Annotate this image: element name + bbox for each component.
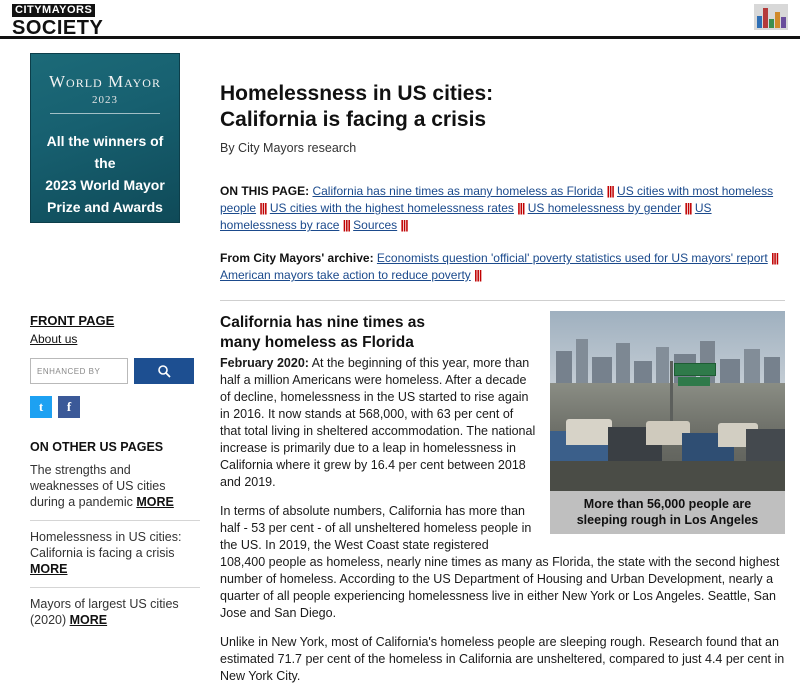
front-page-link[interactable]: FRONT PAGE	[30, 313, 115, 328]
toc-link-6[interactable]: Sources	[353, 218, 398, 232]
logo-bottom-text: SOCIETY	[12, 17, 104, 39]
caption-line-2: sleeping rough in Los Angeles	[576, 513, 759, 527]
toc-link-4[interactable]: US homelessness by gender	[527, 201, 682, 215]
more-link[interactable]: MORE	[69, 613, 108, 627]
logo-top-text: CITYMAYORS	[12, 4, 95, 17]
subhead-line-1: California has nine times as	[220, 314, 426, 331]
caption-line-1: More than 56,000 people are	[583, 497, 752, 511]
separator: |||	[606, 184, 614, 198]
divider	[220, 300, 785, 301]
site-logo[interactable]	[12, 2, 103, 38]
separator: |||	[400, 218, 408, 232]
list-item-text: Homelessness in US cities: California is facing a crisis	[30, 530, 182, 560]
archive-link-1[interactable]: Economists question 'official' poverty statistics used for US mayors' report	[376, 251, 768, 265]
date-lead: February 2020:	[220, 356, 309, 370]
toc-link-3[interactable]: US cities with the highest homelessness rates	[269, 201, 514, 215]
list-item-text: Mayors of largest US cities (2020)	[30, 597, 179, 627]
bar-chart-graphic	[754, 4, 788, 30]
section-heading	[220, 313, 480, 353]
promo-line-1: All the winners of the	[46, 133, 164, 171]
article-figure	[550, 311, 785, 534]
separator: |||	[342, 218, 350, 232]
homeless-encampment-photo	[550, 311, 785, 491]
main-article	[215, 39, 795, 697]
on-this-page-nav	[220, 183, 785, 234]
list-item[interactable]	[30, 520, 200, 577]
paragraph-2: In terms of absolute numbers, California has more than half - 53 per cent - of all unsheltered homeless people in the US. In 2019, the West Coast state registered 108,400 people as homeless, nearly nine times as many as Florida, the state with the second highest number of homeless. According to the US Department of Housing and Urban Development, nearly a quarter of all people experiencing homelessness live in either New York or Los Angeles. Seattle, San Jose and San Diego.	[220, 504, 780, 620]
facebook-icon[interactable]: f	[58, 396, 80, 418]
list-item-text: The strengths and weaknesses of US cities during a pandemic	[30, 463, 166, 509]
paragraph-3: Unlike in New York, most of California's homeless people are sleeping rough. Research found that an estimated 71.7 per cent of the homeless in California are unsheltered, compared to just 4.4 per cent in New York City.	[220, 635, 785, 683]
promo-line-3: Prize and Awards	[47, 199, 163, 215]
other-pages-heading: ON OTHER US PAGES	[30, 440, 164, 454]
more-link[interactable]: MORE	[30, 562, 68, 576]
headline-line-2: California is facing a crisis	[220, 108, 487, 131]
archive-label: From City Mayors' archive:	[220, 251, 374, 265]
promo-divider	[50, 113, 160, 114]
search-icon	[157, 364, 171, 378]
list-item[interactable]	[30, 587, 200, 628]
promo-line-2: 2023 World Mayor	[45, 177, 165, 193]
paragraph-1-text: At the beginning of this year, more than half a million Americans were homeless. After a decade of decline, homelessness in the US started to rise again in 2016. It now stands at 568,000, with 63 per cent of that total living in sheltered accommodation. The national increase is primarily due to a leap in homelessness in California where it grew by 16.4 per cent between 2018 and 2019.	[220, 356, 536, 489]
twitter-icon[interactable]: t	[30, 396, 52, 418]
archive-links	[220, 250, 785, 284]
on-this-page-label: ON THIS PAGE:	[220, 184, 310, 198]
front-page-link-block	[30, 313, 200, 346]
headline-line-1: Homelessness in US cities:	[220, 82, 494, 105]
city-skyline	[550, 333, 785, 387]
about-us-link[interactable]: About us	[30, 332, 78, 346]
byline: By City Mayors research	[220, 141, 357, 155]
separator: |||	[474, 268, 482, 282]
page-title	[220, 81, 785, 133]
search-input[interactable]: ENHANCED BY	[30, 358, 128, 384]
toc-link-1[interactable]: California has nine times as many homeless as Florida	[312, 184, 604, 198]
toc-link-2[interactable]: US cities with most homeless people	[220, 184, 774, 215]
separator: |||	[517, 201, 525, 215]
site-masthead	[0, 0, 800, 39]
social-links	[30, 396, 200, 418]
separator: |||	[684, 201, 692, 215]
separator: |||	[771, 251, 779, 265]
search-button[interactable]	[134, 358, 194, 384]
subhead-line-2: many homeless as Florida	[220, 334, 414, 351]
toc-link-5[interactable]: US homelessness by race	[220, 201, 712, 232]
list-item[interactable]	[30, 462, 200, 510]
search-row	[30, 358, 200, 384]
promo-title: World Mayor	[49, 72, 161, 91]
separator: |||	[259, 201, 267, 215]
street-sign	[674, 363, 716, 376]
more-link[interactable]: MORE	[136, 495, 174, 509]
photo-caption	[550, 491, 785, 534]
street-sign-secondary	[678, 377, 710, 386]
world-mayor-promo[interactable]	[30, 53, 180, 223]
archive-link-2[interactable]: American mayors take action to reduce poverty	[220, 268, 471, 282]
left-sidebar	[0, 39, 210, 628]
promo-year: 2023	[92, 94, 118, 106]
